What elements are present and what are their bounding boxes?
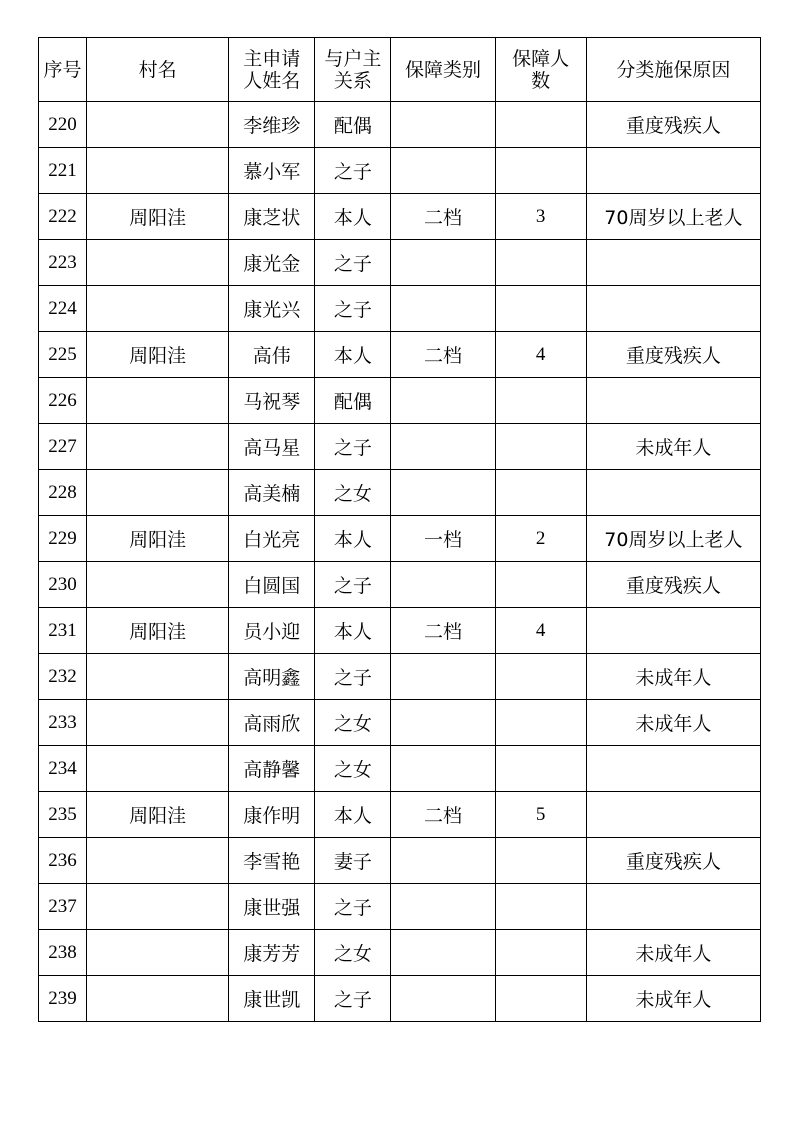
header-relation-line2: 关系 xyxy=(333,69,372,92)
cell-reason xyxy=(586,792,760,838)
cell-village: 周阳洼 xyxy=(87,792,229,838)
cell-relation: 本人 xyxy=(315,608,391,654)
cell-category xyxy=(391,378,495,424)
table-row xyxy=(39,746,761,792)
cell-relation: 妻子 xyxy=(315,838,391,884)
cell-name: 康芝状 xyxy=(229,194,315,240)
cell-relation: 之女 xyxy=(315,470,391,516)
cell-count xyxy=(495,148,586,194)
cell-reason: 70周岁以上老人 xyxy=(586,516,760,562)
cell-category xyxy=(391,148,495,194)
table-row xyxy=(39,976,761,1022)
cell-count: 5 xyxy=(495,792,586,838)
cell-count xyxy=(495,424,586,470)
cell-name: 康光兴 xyxy=(229,286,315,332)
cell-reason xyxy=(586,286,760,332)
cell-reason: 重度残疾人 xyxy=(586,102,760,148)
table-row xyxy=(39,884,761,930)
cell-seq: 234 xyxy=(39,746,87,792)
cell-name: 高伟 xyxy=(229,332,315,378)
table-row xyxy=(39,470,761,516)
cell-category xyxy=(391,470,495,516)
cell-seq: 229 xyxy=(39,516,87,562)
cell-count xyxy=(495,286,586,332)
table-row xyxy=(39,516,761,562)
cell-category xyxy=(391,700,495,746)
cell-seq: 239 xyxy=(39,976,87,1022)
header-village: 村名 xyxy=(87,38,229,102)
cell-category xyxy=(391,930,495,976)
header-row xyxy=(39,38,761,102)
header-applicant-line2: 人姓名 xyxy=(243,69,301,92)
cell-category xyxy=(391,976,495,1022)
cell-category xyxy=(391,884,495,930)
cell-seq: 227 xyxy=(39,424,87,470)
cell-village xyxy=(87,424,229,470)
cell-count xyxy=(495,700,586,746)
cell-category xyxy=(391,746,495,792)
cell-category xyxy=(391,424,495,470)
cell-relation: 之子 xyxy=(315,240,391,286)
table-body xyxy=(39,102,761,1022)
cell-reason xyxy=(586,470,760,516)
cell-category: 一档 xyxy=(391,516,495,562)
header-category: 保障类别 xyxy=(391,38,495,102)
cell-name: 李维珍 xyxy=(229,102,315,148)
cell-relation: 配偶 xyxy=(315,102,391,148)
cell-name: 高雨欣 xyxy=(229,700,315,746)
cell-count xyxy=(495,240,586,286)
cell-name: 康作明 xyxy=(229,792,315,838)
cell-reason: 未成年人 xyxy=(586,654,760,700)
cell-seq: 228 xyxy=(39,470,87,516)
cell-seq: 224 xyxy=(39,286,87,332)
table-row xyxy=(39,608,761,654)
cell-category xyxy=(391,240,495,286)
cell-village xyxy=(87,562,229,608)
cell-count xyxy=(495,930,586,976)
cell-seq: 232 xyxy=(39,654,87,700)
cell-village xyxy=(87,102,229,148)
table-row xyxy=(39,930,761,976)
header-applicant-name xyxy=(229,38,315,102)
cell-seq: 223 xyxy=(39,240,87,286)
cell-category xyxy=(391,102,495,148)
cell-category: 二档 xyxy=(391,332,495,378)
cell-reason: 重度残疾人 xyxy=(586,838,760,884)
welfare-roster-table xyxy=(38,37,761,1022)
cell-category: 二档 xyxy=(391,194,495,240)
cell-name: 李雪艳 xyxy=(229,838,315,884)
cell-village: 周阳洼 xyxy=(87,194,229,240)
cell-seq: 220 xyxy=(39,102,87,148)
cell-category xyxy=(391,286,495,332)
cell-seq: 233 xyxy=(39,700,87,746)
cell-count: 4 xyxy=(495,608,586,654)
cell-count xyxy=(495,470,586,516)
cell-seq: 238 xyxy=(39,930,87,976)
header-relation-line1: 与户主 xyxy=(324,47,382,70)
cell-name: 高静馨 xyxy=(229,746,315,792)
cell-count xyxy=(495,562,586,608)
table-row xyxy=(39,700,761,746)
cell-reason: 70周岁以上老人 xyxy=(586,194,760,240)
cell-village: 周阳洼 xyxy=(87,608,229,654)
cell-category: 二档 xyxy=(391,608,495,654)
cell-name: 马祝琴 xyxy=(229,378,315,424)
cell-relation: 本人 xyxy=(315,516,391,562)
table-row xyxy=(39,562,761,608)
cell-village xyxy=(87,378,229,424)
cell-relation: 本人 xyxy=(315,792,391,838)
cell-relation: 之女 xyxy=(315,930,391,976)
table-row xyxy=(39,378,761,424)
cell-name: 康光金 xyxy=(229,240,315,286)
cell-name: 员小迎 xyxy=(229,608,315,654)
cell-count xyxy=(495,378,586,424)
cell-name: 高美楠 xyxy=(229,470,315,516)
cell-seq: 237 xyxy=(39,884,87,930)
cell-name: 慕小军 xyxy=(229,148,315,194)
table-header xyxy=(39,38,761,102)
header-reason: 分类施保原因 xyxy=(586,38,760,102)
cell-village xyxy=(87,746,229,792)
cell-reason: 重度残疾人 xyxy=(586,332,760,378)
cell-count xyxy=(495,838,586,884)
cell-seq: 225 xyxy=(39,332,87,378)
cell-reason xyxy=(586,240,760,286)
cell-village xyxy=(87,470,229,516)
cell-relation: 之子 xyxy=(315,654,391,700)
cell-name: 高马星 xyxy=(229,424,315,470)
cell-seq: 230 xyxy=(39,562,87,608)
cell-village xyxy=(87,838,229,884)
cell-reason: 未成年人 xyxy=(586,424,760,470)
cell-village: 周阳洼 xyxy=(87,516,229,562)
cell-relation: 之子 xyxy=(315,884,391,930)
cell-village xyxy=(87,884,229,930)
cell-count xyxy=(495,884,586,930)
cell-category xyxy=(391,654,495,700)
cell-village xyxy=(87,148,229,194)
cell-village xyxy=(87,976,229,1022)
cell-relation: 之女 xyxy=(315,746,391,792)
header-count-line2: 数 xyxy=(531,69,551,92)
cell-relation: 之女 xyxy=(315,700,391,746)
cell-seq: 221 xyxy=(39,148,87,194)
table-row xyxy=(39,194,761,240)
cell-name: 高明鑫 xyxy=(229,654,315,700)
cell-reason xyxy=(586,884,760,930)
cell-seq: 235 xyxy=(39,792,87,838)
cell-count: 2 xyxy=(495,516,586,562)
cell-relation: 本人 xyxy=(315,194,391,240)
cell-relation: 之子 xyxy=(315,976,391,1022)
table-row xyxy=(39,148,761,194)
cell-village xyxy=(87,286,229,332)
table-row xyxy=(39,286,761,332)
cell-village xyxy=(87,930,229,976)
cell-name: 康芳芳 xyxy=(229,930,315,976)
cell-reason xyxy=(586,148,760,194)
header-relation xyxy=(315,38,391,102)
cell-count xyxy=(495,976,586,1022)
cell-reason xyxy=(586,608,760,654)
cell-village: 周阳洼 xyxy=(87,332,229,378)
cell-category xyxy=(391,838,495,884)
header-applicant-line1: 主申请 xyxy=(243,47,301,70)
cell-count xyxy=(495,654,586,700)
cell-reason: 重度残疾人 xyxy=(586,562,760,608)
cell-village xyxy=(87,240,229,286)
cell-village xyxy=(87,654,229,700)
table-row xyxy=(39,654,761,700)
cell-reason: 未成年人 xyxy=(586,930,760,976)
table-row xyxy=(39,838,761,884)
cell-name: 白光亮 xyxy=(229,516,315,562)
cell-reason: 未成年人 xyxy=(586,976,760,1022)
cell-category: 二档 xyxy=(391,792,495,838)
cell-reason xyxy=(586,746,760,792)
table-row xyxy=(39,332,761,378)
cell-seq: 222 xyxy=(39,194,87,240)
cell-relation: 之子 xyxy=(315,286,391,332)
header-count-line1: 保障人 xyxy=(512,47,570,70)
cell-count: 4 xyxy=(495,332,586,378)
cell-name: 康世强 xyxy=(229,884,315,930)
header-seq: 序号 xyxy=(39,38,87,102)
cell-seq: 236 xyxy=(39,838,87,884)
table-row xyxy=(39,792,761,838)
cell-relation: 之子 xyxy=(315,424,391,470)
cell-count xyxy=(495,102,586,148)
cell-category xyxy=(391,562,495,608)
cell-relation: 之子 xyxy=(315,148,391,194)
cell-reason xyxy=(586,378,760,424)
cell-relation: 配偶 xyxy=(315,378,391,424)
cell-seq: 226 xyxy=(39,378,87,424)
cell-relation: 本人 xyxy=(315,332,391,378)
cell-reason: 未成年人 xyxy=(586,700,760,746)
header-count xyxy=(495,38,586,102)
table-row xyxy=(39,240,761,286)
cell-name: 康世凯 xyxy=(229,976,315,1022)
cell-name: 白圆国 xyxy=(229,562,315,608)
cell-village xyxy=(87,700,229,746)
table-row xyxy=(39,424,761,470)
cell-count xyxy=(495,746,586,792)
cell-relation: 之子 xyxy=(315,562,391,608)
table-row xyxy=(39,102,761,148)
cell-count: 3 xyxy=(495,194,586,240)
cell-seq: 231 xyxy=(39,608,87,654)
